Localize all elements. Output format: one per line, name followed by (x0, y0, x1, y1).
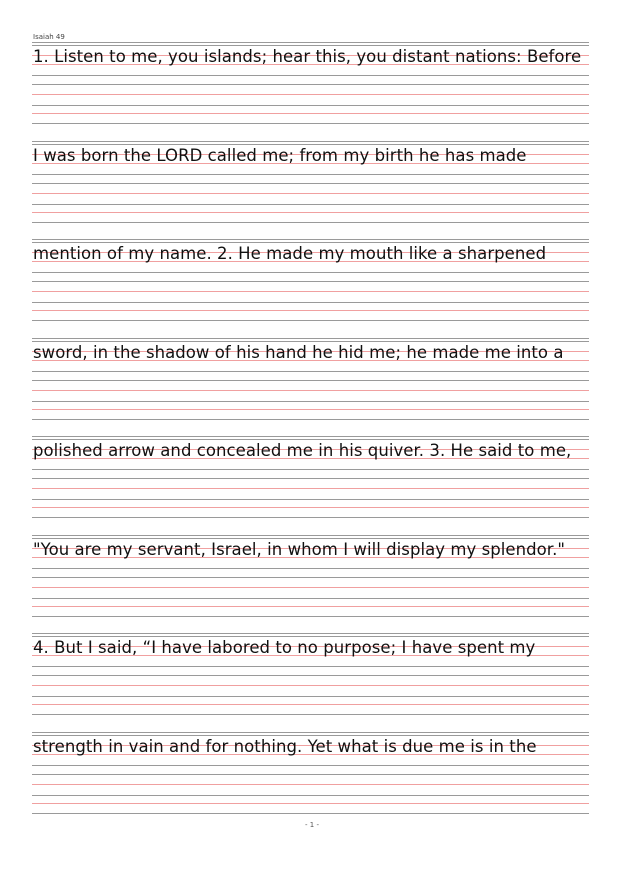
guide-line-red (32, 291, 589, 292)
guide-line-gray (32, 469, 589, 470)
practice-block (32, 338, 589, 436)
guide-line-gray (32, 795, 589, 796)
guide-line-red (32, 310, 589, 311)
trace-text-line: polished arrow and concealed me in his quiver. 3. He said to me, (33, 441, 572, 460)
guide-line-red (32, 685, 589, 686)
guide-line-gray (32, 302, 589, 303)
guide-line-gray (32, 338, 589, 339)
guide-line-gray (32, 320, 589, 321)
guide-line-gray (32, 222, 589, 223)
guide-line-red (32, 113, 589, 114)
guide-line-gray (32, 714, 589, 715)
practice-block (32, 42, 589, 140)
guide-line-gray (32, 380, 589, 381)
guide-line-gray (32, 105, 589, 106)
guide-line-gray (32, 204, 589, 205)
practice-block (32, 732, 589, 830)
practice-block (32, 535, 589, 633)
guide-line-gray (32, 84, 589, 85)
trace-text-line: 1. Listen to me, you islands; hear this, you distant nations: Before (33, 47, 582, 66)
page-header: Isaiah 49 (33, 33, 65, 41)
trace-text-line: mention of my name. 2. He made my mouth like a sharpened (33, 244, 547, 263)
guide-line-red (32, 390, 589, 391)
guide-line-red (32, 587, 589, 588)
guide-line-gray (32, 633, 589, 634)
guide-line-red (32, 488, 589, 489)
trace-text-line: 4. But I said, “I have labored to no purpose; I have spent my (33, 638, 536, 657)
guide-line-gray (32, 42, 589, 43)
guide-line-gray (32, 478, 589, 479)
practice-block (32, 633, 589, 731)
guide-line-gray (32, 499, 589, 500)
guide-line-red (32, 803, 589, 804)
guide-line-red (32, 784, 589, 785)
guide-line-gray (32, 732, 589, 733)
guide-line-gray (32, 281, 589, 282)
guide-line-gray (32, 675, 589, 676)
guide-line-gray (32, 141, 589, 142)
guide-line-gray (32, 517, 589, 518)
guide-line-red (32, 212, 589, 213)
practice-block (32, 239, 589, 337)
guide-line-gray (32, 568, 589, 569)
guide-line-red (32, 193, 589, 194)
practice-block (32, 141, 589, 239)
trace-text-line: I was born the LORD called me; from my birth he has made (33, 145, 527, 165)
guide-line-gray (32, 183, 589, 184)
guide-line-red (32, 704, 589, 705)
guide-line-gray (32, 371, 589, 372)
guide-line-gray (32, 666, 589, 667)
guide-line-gray (32, 239, 589, 240)
practice-block (32, 436, 589, 534)
trace-text-line: "You are my servant, Israel, in whom I will display my splendor." (33, 539, 566, 559)
guide-line-gray (32, 598, 589, 599)
guide-line-red (32, 94, 589, 95)
guide-line-gray (32, 577, 589, 578)
page-number: - 1 - (305, 821, 319, 829)
guide-line-gray (32, 535, 589, 536)
guide-line-gray (32, 696, 589, 697)
guide-line-gray (32, 419, 589, 420)
guide-line-gray (32, 813, 589, 814)
guide-line-gray (32, 436, 589, 437)
trace-text-line: strength in vain and for nothing. Yet what is due me is in the (33, 736, 537, 756)
trace-text-line: sword, in the shadow of his hand he hid me; he made me into a (33, 342, 564, 362)
guide-line-red (32, 409, 589, 410)
guide-line-red (32, 507, 589, 508)
guide-line-red (32, 606, 589, 607)
guide-line-gray (32, 616, 589, 617)
guide-line-gray (32, 401, 589, 402)
guide-line-gray (32, 174, 589, 175)
guide-line-gray (32, 774, 589, 775)
guide-line-gray (32, 75, 589, 76)
guide-line-gray (32, 123, 589, 124)
guide-line-gray (32, 765, 589, 766)
guide-line-gray (32, 272, 589, 273)
